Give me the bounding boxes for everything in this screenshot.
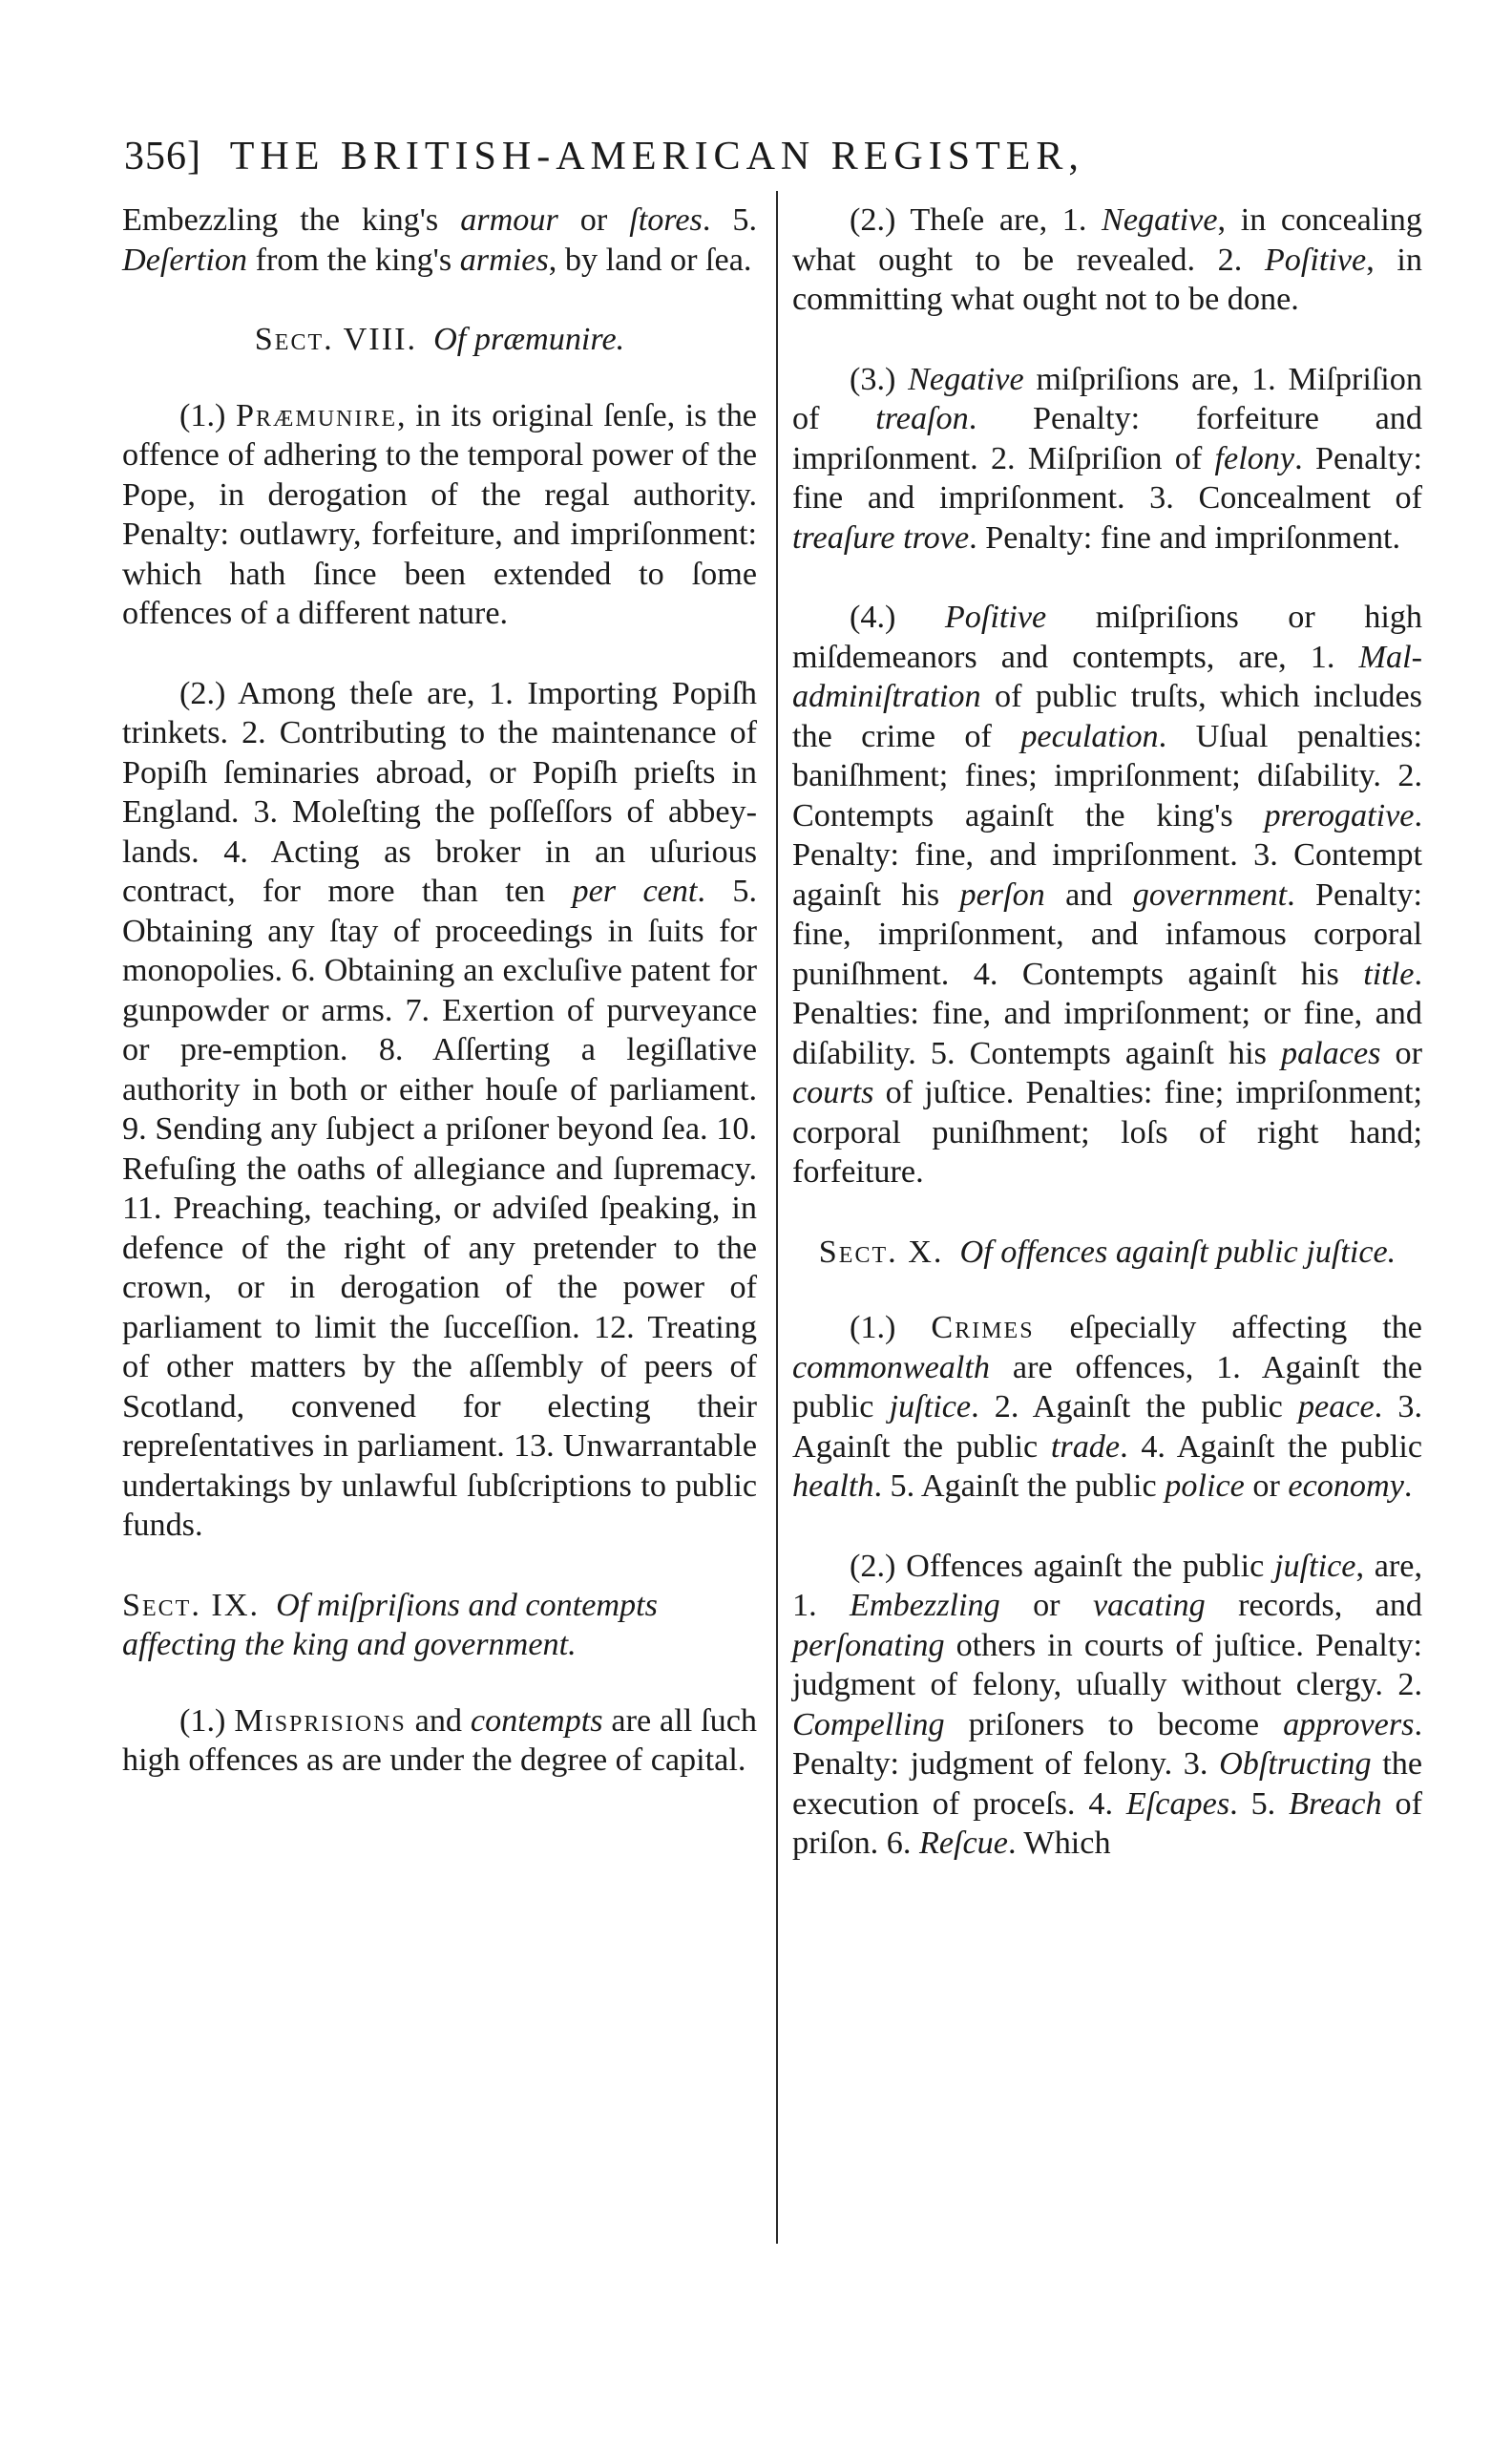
running-header <box>124 134 1432 200</box>
paragraph: Embezzling the king's armour or ſtores. 5. Deſertion from the king's armies, by land or ſea. <box>122 202 757 278</box>
paragraph: (1.) Miſpriſions and contempts are all ſuch high offences as are under the degree of capital. <box>122 1702 757 1778</box>
paragraph: (2.) Among theſe are, 1. Importing Popiſh trinkets. 2. Contributing to the maintenance of Popiſh ſeminaries abroad, or Popiſh prieſts in England. 3. Moleſting the poſſeſſors of abbey-lands. 4. Acting as broker in an uſurious contract, for more than ten per cent. 5. Obtaining any ſtay of proceedings in ſuits for monopolies. 6. Obtaining an excluſive patent for gunpowder or arms. 7. Exertion of purveyance or pre-emption. 8. Aſſerting a legiſlative authority in both or either houſe of parliament. 9. Sending any ſubject a priſoner beyond ſea. 10. Refuſing the oaths of allegiance and ſupremacy. 11. Preaching, teaching, or adviſed ſpeaking, in defence of the right of any pretender to the crown, or in derogation of the power of parliament to limit the ſucceſſion. 12. Treating of other matters by the aſſembly of peers of Scotland, convened for electing their repreſentatives in parliament. 13. Unwarrantable undertakings by unlawful ſubſcriptions to public funds. <box>122 675 758 1543</box>
paragraph: (1.) Præmunire, in its original ſenſe, is the offence of adhering to the temporal power of the Pope, in derogation of the regal authority. Penalty: outlawry, forfeiture, and impriſonment: which hath ſince been extended to ſome offences of a different nature. <box>122 397 757 631</box>
paragraph: (2.) Offences againſt the public juſtice, are, 1. Embezzling or vacating records, and perſonating others in courts of juſtice. Penalty: judgment of felony, uſually without clergy. 2. Compelling priſoners to become approvers. Penalty: judgment of felony. 3. Obſtructing the execution of proceſs. 4. Eſcapes. 5. Breach of priſon. 6. Reſcue. Which <box>792 1548 1423 1861</box>
paragraph: (1.) Crimes eſpecially affecting the commonwealth are offences, 1. Againſt the public juſtice. 2. Againſt the public peace. 3. Againſt the public trade. 4. Againſt the public health. 5. Againſt the public police or economy. <box>792 1310 1423 1504</box>
left-column <box>122 200 757 1781</box>
section-heading: Sect. X. Of offences againſt public juſtice. <box>818 1234 1396 1270</box>
section-heading: Sect. IX. Of miſpriſions and contempts affecting the king and government. <box>122 1587 658 1662</box>
paragraph: (2.) Theſe are, 1. Negative, in concealing what ought to be revealed. 2. Poſitive, in committing what ought not to be done. <box>792 202 1422 317</box>
journal-title: THE BRITISH-AMERICAN REGISTER, <box>229 135 1084 179</box>
section-heading: Sect. VIII. Of præmunire. <box>254 322 625 357</box>
right-column <box>792 200 1422 1864</box>
page-number: 356] <box>124 135 201 179</box>
paragraph: (3.) Negative miſpriſions are, 1. Miſpriſion of treaſon. Penalty: forfeiture and impriſonment. 2. Miſpriſion of felony. Penalty: fine and impriſonment. 3. Concealment of treaſure trove. Penalty: fine and impriſonment. <box>792 361 1422 556</box>
paragraph: (4.) Poſitive miſpriſions or high miſdemeanors and contempts, are, 1. Mal-adminiſtration of public truſts, which includes the crime of peculation. Uſual penalties: baniſhment; fines; impriſonment; diſability. 2. Contempts againſt the king's prerogative. Penalty: fine, and impriſonment. 3. Contempt againſt his perſon and government. Penalty: fine, impriſonment, and infamous corporal puniſhment. 4. Contempts againſt his title. Penalties: fine, and impriſonment; or fine, and diſability. 5. Contempts againſt his palaces or courts of juſtice. Penalties: fine; impriſonment; corporal puniſhment; loſs of right hand; forfeiture. <box>792 600 1422 1190</box>
column-rule <box>776 191 778 2244</box>
